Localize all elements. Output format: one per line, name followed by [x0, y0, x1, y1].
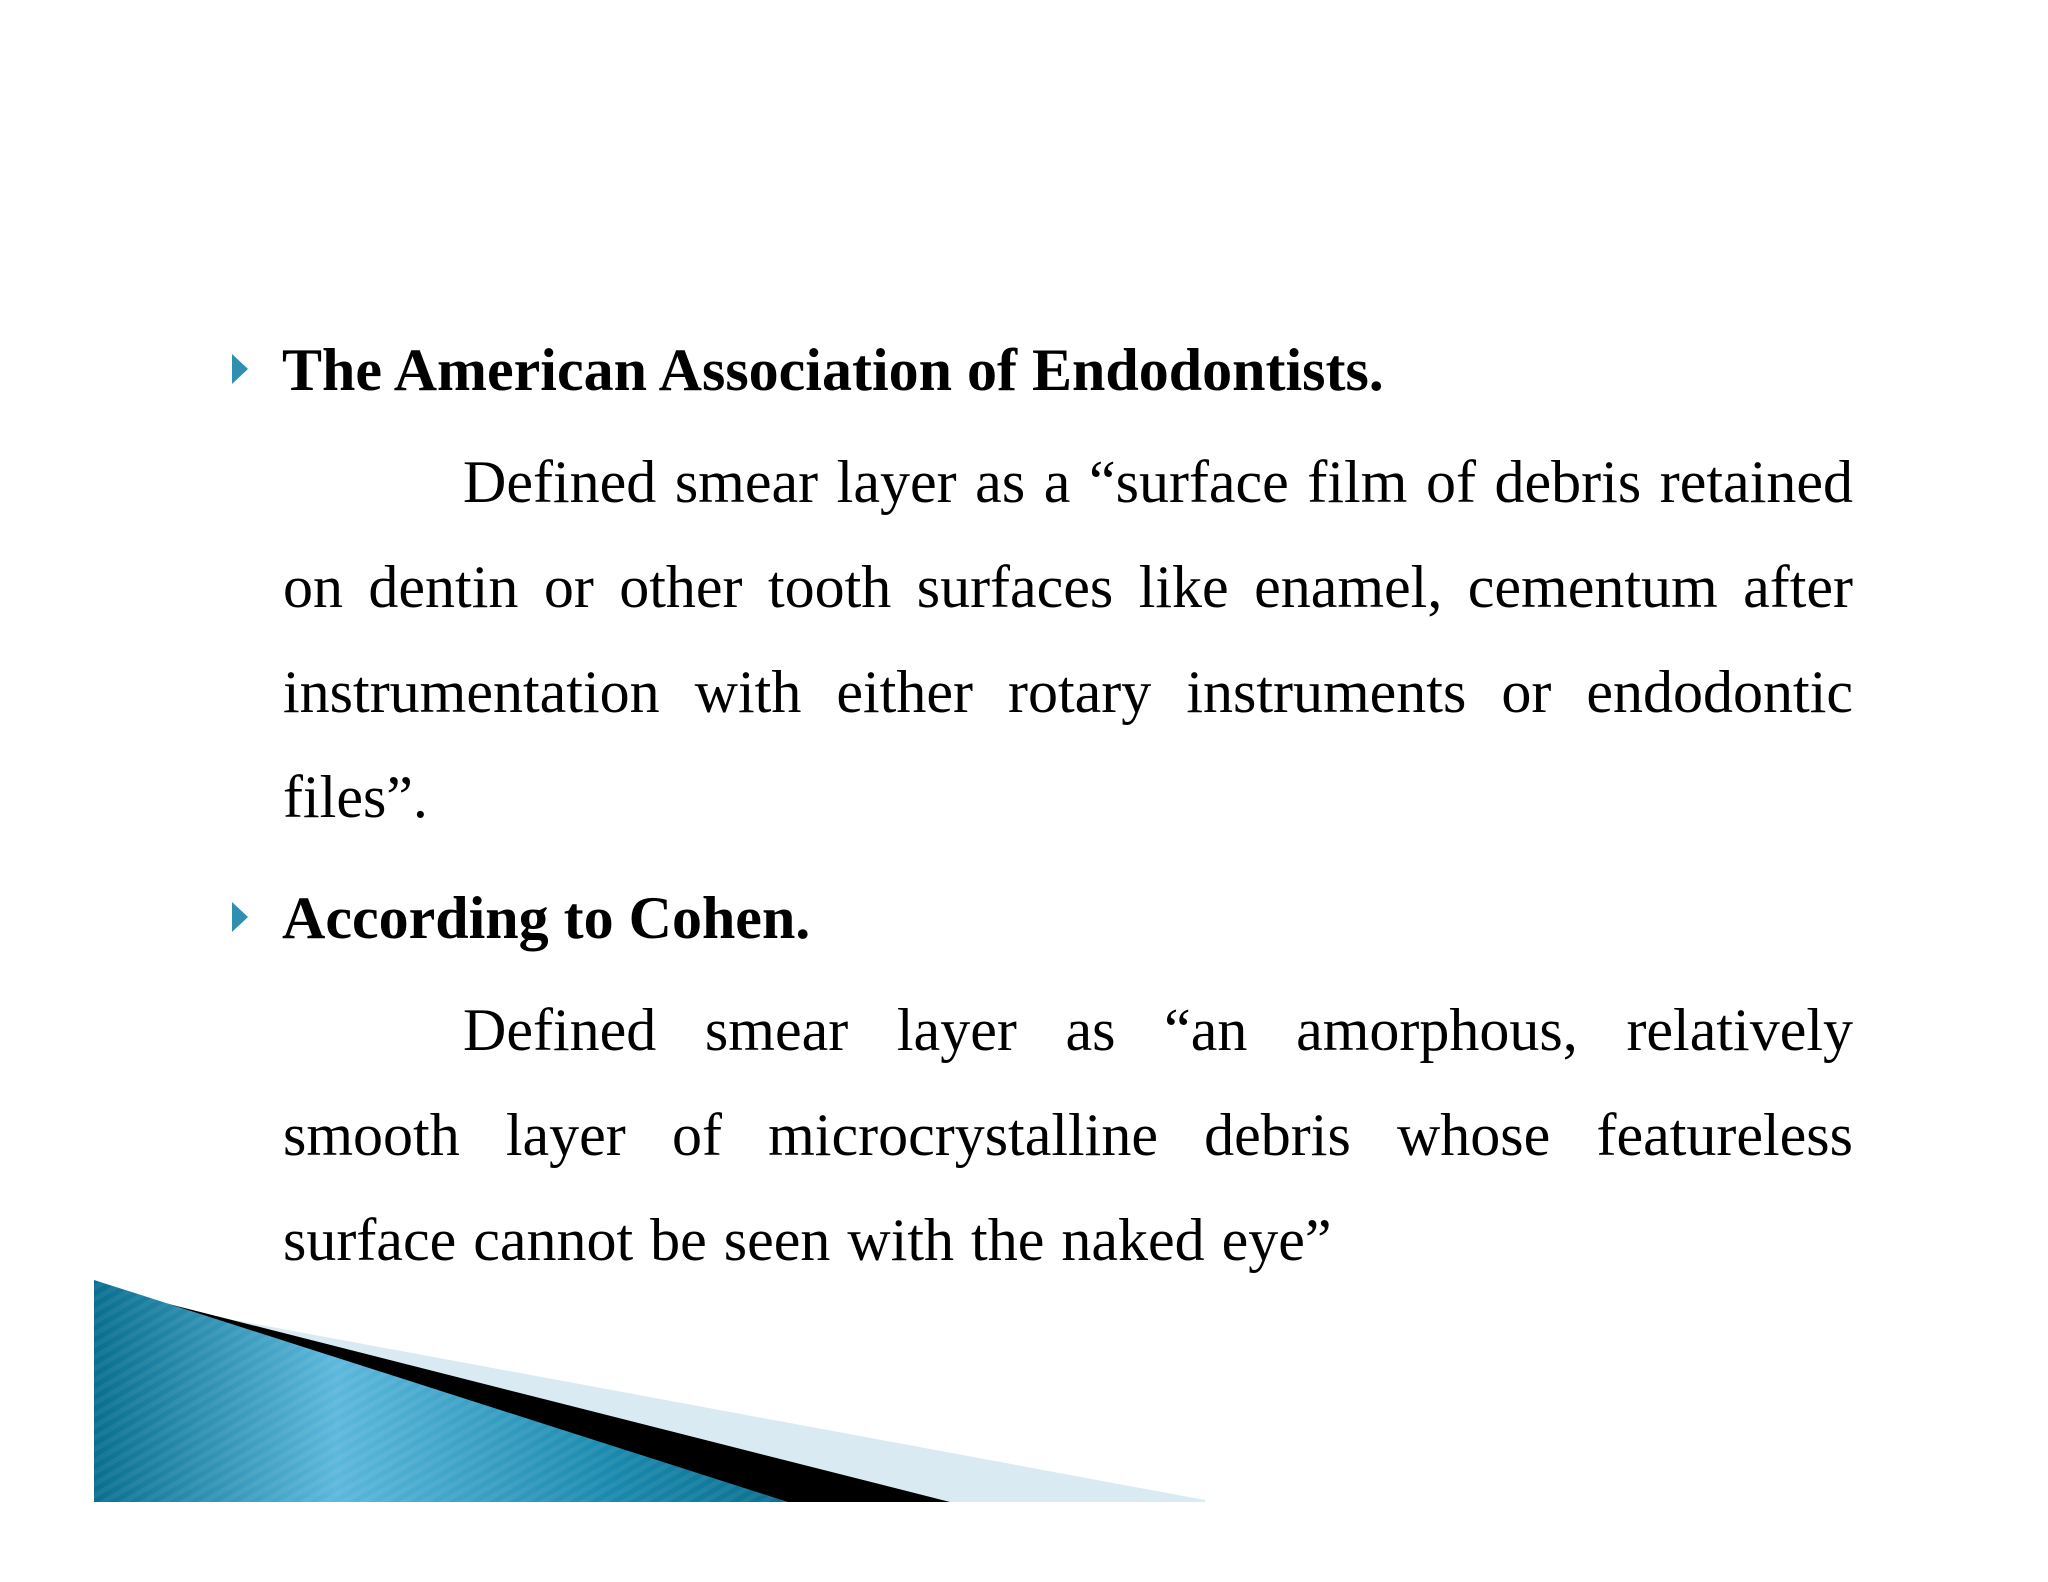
section-body: Defined smear layer as a “surface film of debris retained on dentin or other tooth surfaces like enamel, cementum after instrumentation with either rotary instruments or endodontic files”. — [283, 449, 1853, 830]
section-body: Defined smear layer as “an amorphous, relatively smooth layer of microcrystalline debris whose featureless surface cannot be seen with the naked eye” — [283, 997, 1853, 1273]
section-heading: According to Cohen. — [282, 885, 811, 951]
section-heading: The American Association of Endodontists. — [282, 337, 1384, 403]
bullet-arrow-icon — [232, 902, 248, 932]
bullet-arrow-icon — [232, 354, 248, 384]
